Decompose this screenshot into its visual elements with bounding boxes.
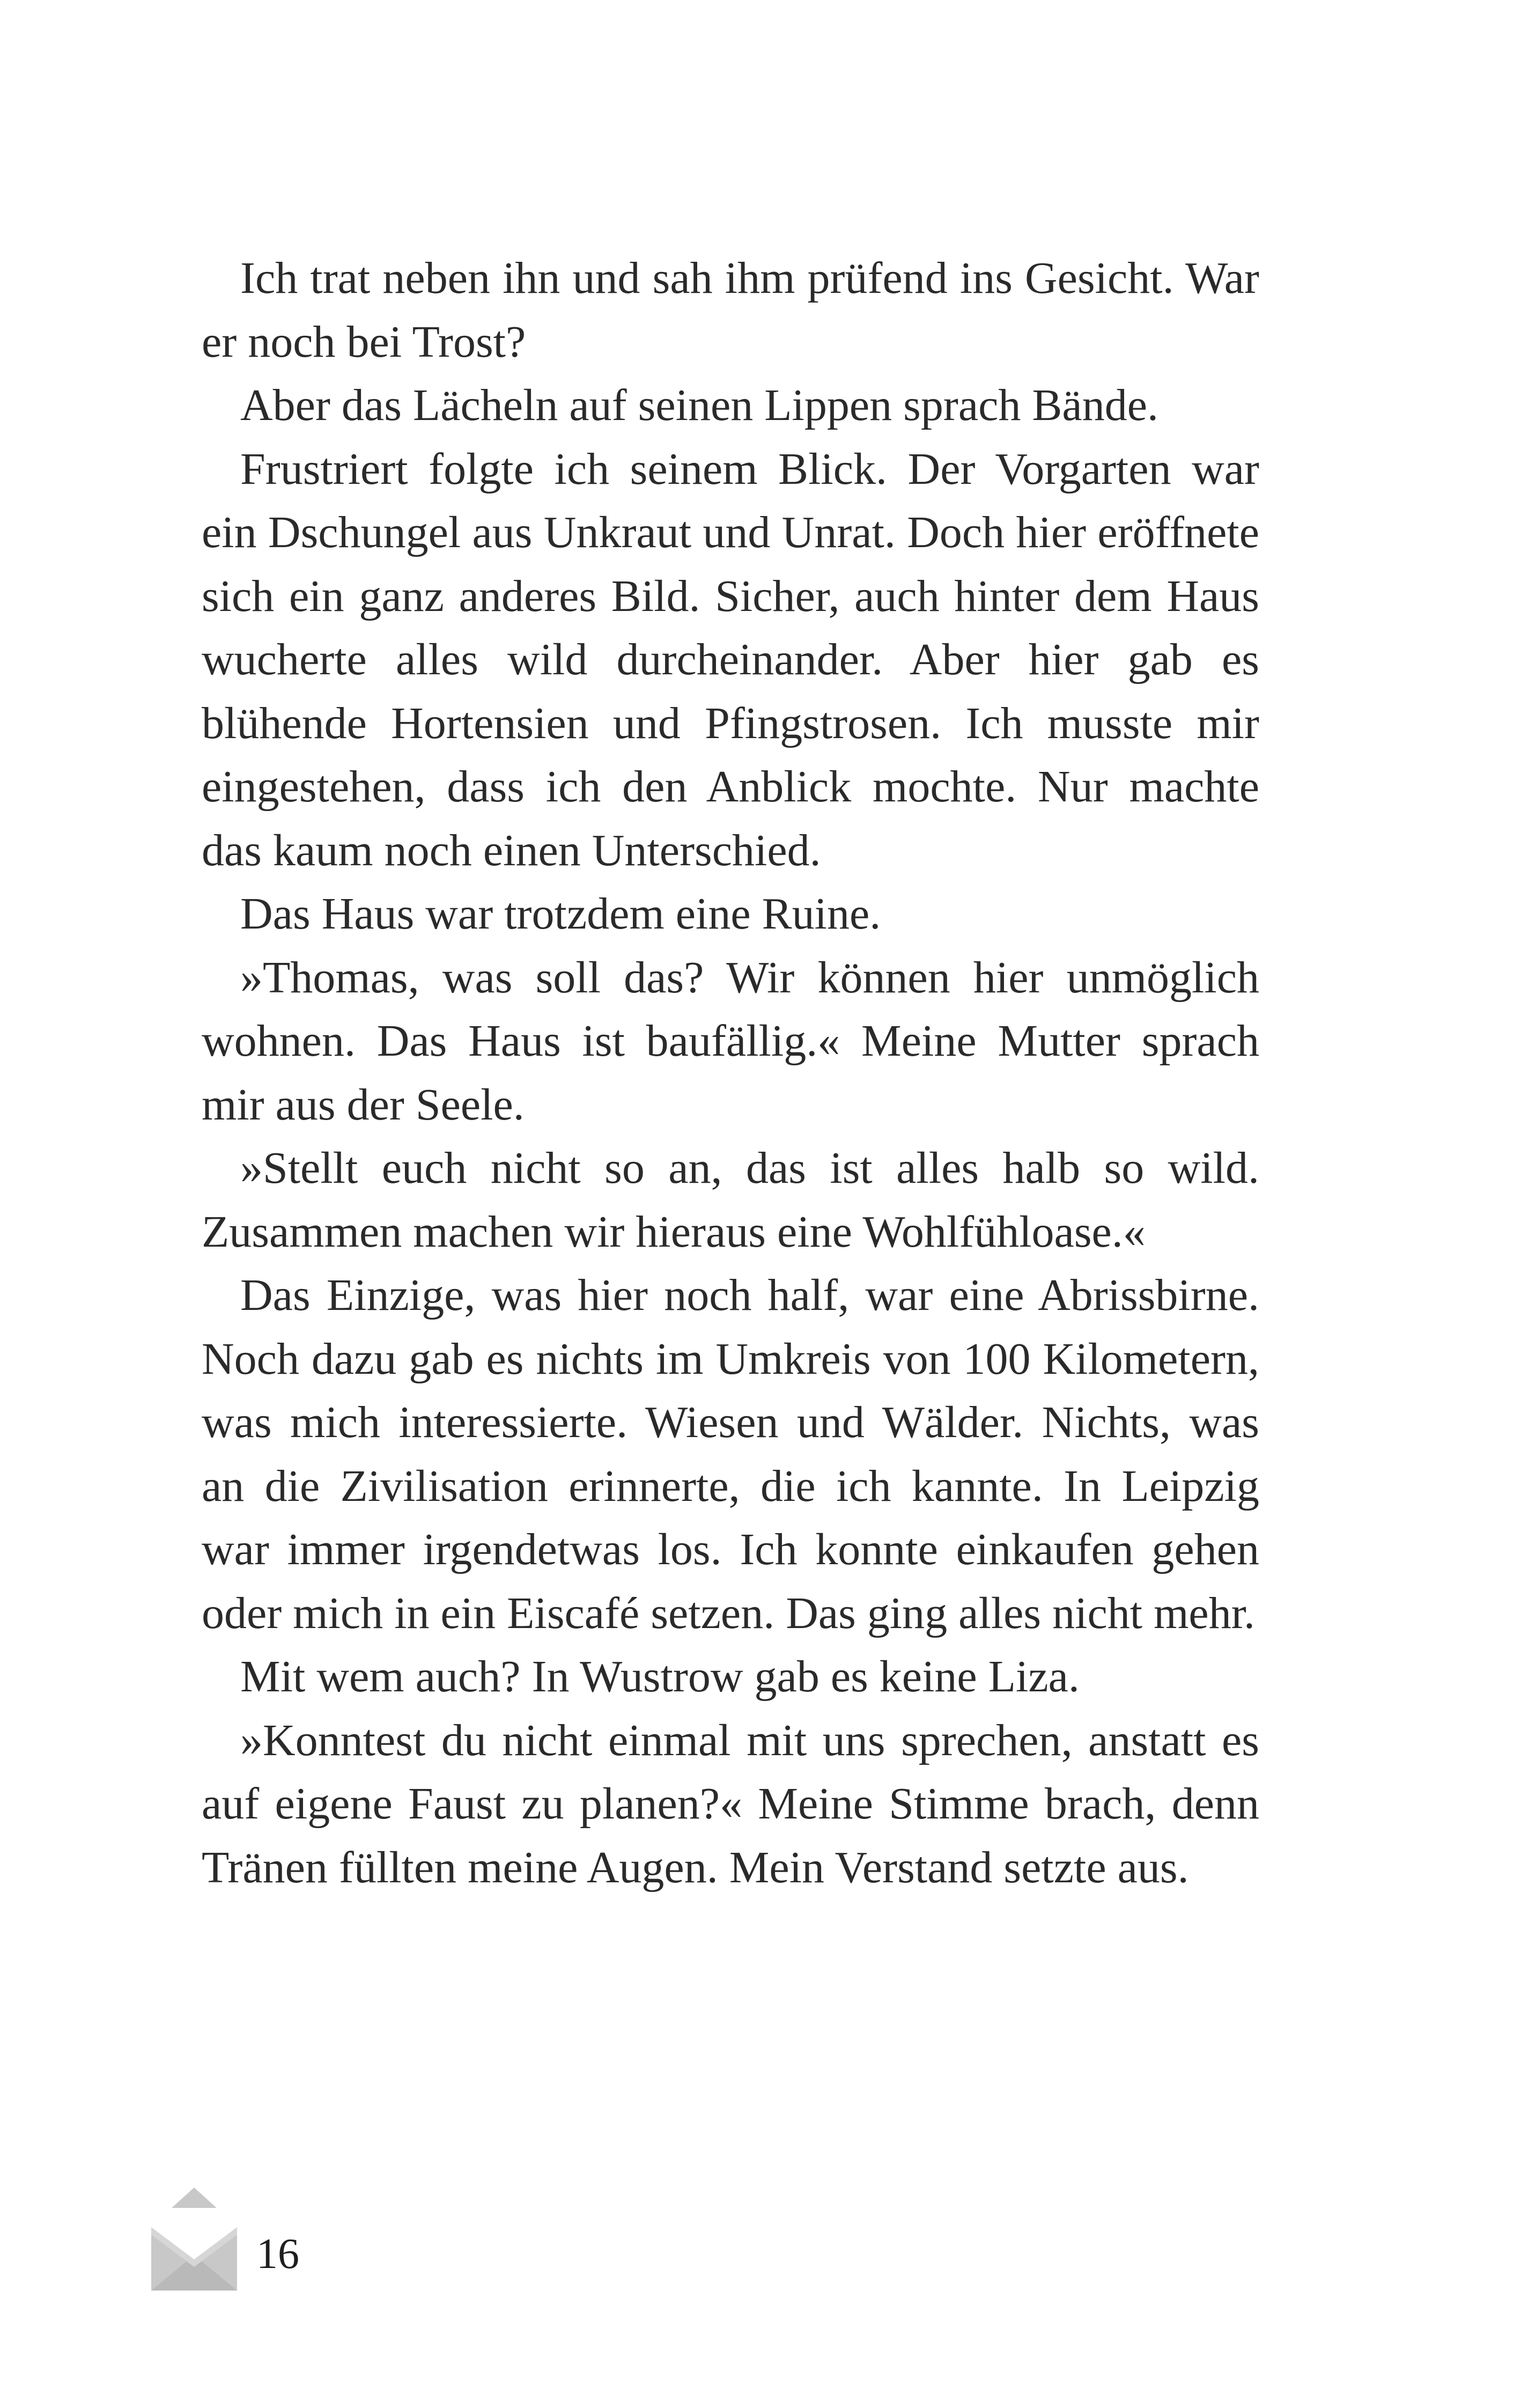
paragraph: Mit wem auch? In Wustrow gab es keine Liza. [240, 1652, 1080, 1702]
body-text [202, 247, 1259, 1899]
envelope-icon [151, 2183, 237, 2291]
paragraph: Das Einzige, was hier noch half, war eine Abrissbirne. Noch dazu gab es nichts im Umkreis von 100 Kilometern, was mich interessierte. Wiesen und Wälder. Nichts, was an die Zivilisation erinnerte, die ich kannte. In Leipzig war immer irgendetwas los. Ich konnte einkaufen gehen oder mich in ein Eiscafé setzen. Das ging alles nicht mehr. [202, 1270, 1259, 1638]
paragraph: »Stellt euch nicht so an, das ist alles halb so wild. Zusammen machen wir hieraus eine Wohlfühloase.« [202, 1143, 1259, 1257]
paragraph: Das Haus war trotzdem eine Ruine. [240, 889, 881, 939]
page-number: 16 [256, 2230, 299, 2278]
paragraph: »Thomas, was soll das? Wir können hier unmöglich wohnen. Das Haus ist baufällig.« Meine Mutter sprach mir aus der Seele. [202, 952, 1259, 1130]
paragraph: Frustriert folgte ich seinem Blick. Der Vorgarten war ein Dschungel aus Unkraut und Unrat. Doch hier eröffnete sich ein ganz anderes Bild. Sicher, auch hinter dem Haus wucherte alles wild durcheinander. Aber hier gab es blühende Hortensien und Pfingstrosen. Ich musste mir eingestehen, dass ich den Anblick mochte. Nur machte das kaum noch einen Unterschied. [202, 444, 1259, 875]
paragraph: Ich trat neben ihn und sah ihm prüfend ins Gesicht. War er noch bei Trost? [202, 253, 1259, 367]
paragraph: Aber das Lächeln auf seinen Lippen sprach Bände. [240, 380, 1158, 430]
page-footer [151, 2183, 366, 2291]
paragraph: »Konntest du nicht einmal mit uns sprechen, anstatt es auf eigene Faust zu planen?« Meine Stimme brach, denn Tränen füllten meine Augen. Mein Verstand setzte aus. [202, 1715, 1259, 1892]
